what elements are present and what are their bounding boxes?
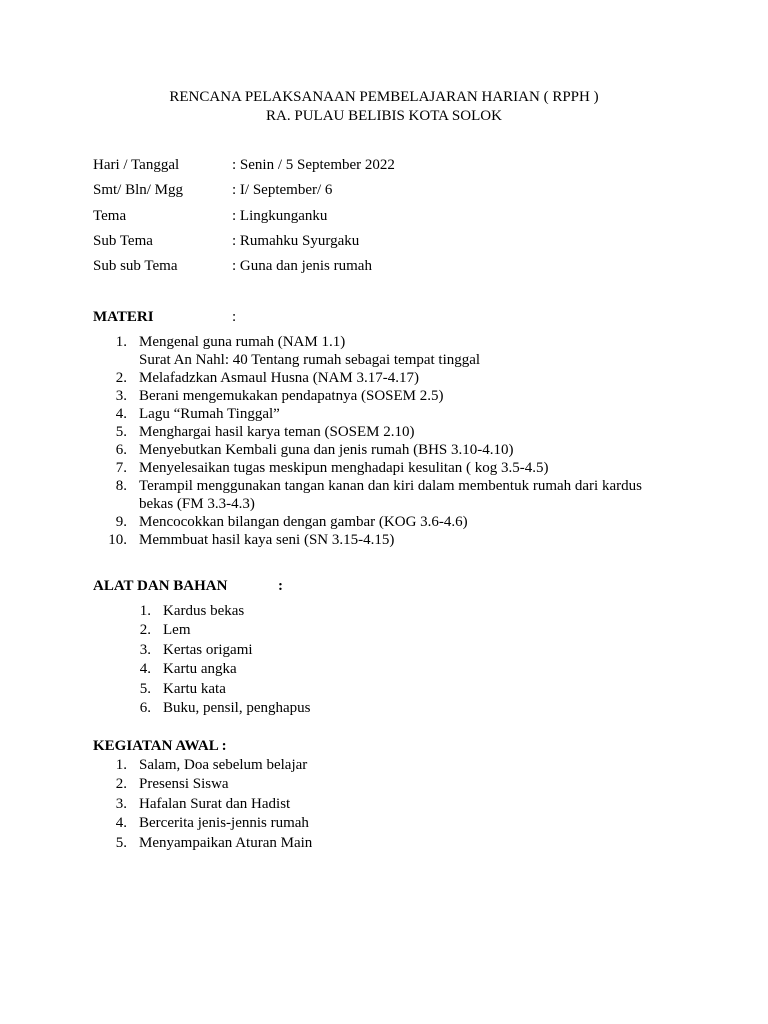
list-number: 5.	[115, 424, 127, 440]
list-number: 1.	[115, 757, 127, 773]
list-number: 5.	[115, 834, 127, 851]
list-item	[133, 641, 533, 660]
list-number: 1.	[115, 334, 127, 350]
list-text: Bercerita jenis-jennis rumah	[139, 815, 309, 832]
list-number: 9.	[115, 514, 127, 530]
list-number: 5.	[139, 680, 151, 697]
list-text: Kertas origami	[163, 641, 253, 658]
list-number: 1.	[139, 603, 151, 619]
list-number: 6.	[115, 442, 127, 458]
list-item	[133, 621, 533, 640]
info-row-hari	[93, 156, 395, 181]
list-item	[109, 405, 669, 423]
list-item	[109, 423, 669, 441]
list-text: Mengenal guna rumah (NAM 1.1)	[139, 334, 346, 350]
list-item	[109, 775, 509, 794]
list-text: Menghargai hasil karya teman (SOSEM 2.10)	[139, 424, 415, 440]
list-text: Presensi Siswa	[139, 776, 229, 793]
list-text: Melafadzkan Asmaul Husna (NAM 3.17-4.17)	[139, 370, 419, 386]
list-number: 3.	[115, 388, 127, 404]
list-item	[109, 333, 669, 369]
list-number: 6.	[139, 700, 151, 717]
list-text: Lem	[163, 622, 191, 639]
list-number: 4.	[139, 661, 151, 678]
list-item	[133, 660, 533, 679]
info-row-smt	[93, 181, 395, 206]
info-label: Hari / Tanggal	[93, 157, 180, 173]
list-text: Berani mengemukakan pendapatnya (SOSEM 2.5)	[139, 388, 444, 404]
list-text: Kartu kata	[163, 680, 226, 697]
info-label: Sub Tema	[93, 232, 153, 249]
info-label: Smt/ Bln/ Mgg	[93, 182, 184, 199]
list-text: Salam, Doa sebelum belajar	[139, 757, 308, 773]
list-item	[109, 795, 509, 814]
section-title-kegiatan-awal: KEGIATAN AWAL :	[93, 738, 227, 754]
list-item	[109, 369, 669, 387]
document-header	[0, 88, 768, 126]
info-table	[93, 156, 395, 282]
info-value: : Guna dan jenis rumah	[232, 258, 372, 275]
list-text: Memmbuat hasil kaya seni (SN 3.15-4.15)	[139, 532, 395, 548]
list-number: 3.	[139, 641, 151, 658]
info-value: : I/ September/ 6	[232, 182, 333, 199]
list-number: 3.	[115, 795, 127, 812]
list-number: 2.	[115, 370, 127, 386]
kegiatan-awal-list	[109, 756, 509, 853]
list-number: 4.	[115, 815, 127, 832]
list-text: Menyelesaikan tugas meskipun menghadapi kesulitan ( kog 3.5-4.5)	[139, 460, 549, 476]
list-text-continued: bekas (FM 3.3-4.3)	[139, 496, 255, 512]
section-title-materi: MATERI	[93, 309, 154, 325]
info-row-sub-tema	[93, 232, 395, 257]
info-label: Tema	[93, 207, 127, 224]
list-number: 4.	[115, 406, 127, 422]
list-item	[109, 459, 669, 477]
info-value: : Senin / 5 September 2022	[232, 157, 395, 173]
list-text: Menyampaikan Aturan Main	[139, 834, 313, 851]
list-text: Mencocokkan bilangan dengan gambar (KOG 3.6-4.6)	[139, 514, 468, 530]
alat-bahan-list	[133, 602, 533, 718]
list-number: 7.	[115, 460, 127, 476]
list-number: 2.	[115, 776, 127, 793]
list-text: Kardus bekas	[163, 603, 245, 619]
list-item	[109, 441, 669, 459]
section-colon: :	[232, 309, 237, 325]
list-item	[133, 680, 533, 699]
list-text: Lagu “Rumah Tinggal”	[139, 406, 280, 422]
list-item	[109, 834, 509, 853]
info-row-sub-sub-tema	[93, 257, 395, 282]
materi-list	[109, 333, 669, 549]
list-text-continued: Surat An Nahl: 40 Tentang rumah sebagai tempat tinggal	[139, 352, 481, 368]
list-item	[109, 756, 509, 775]
list-text: Terampil menggunakan tangan kanan dan kiri dalam membentuk rumah dari kardus	[139, 478, 642, 494]
info-value: : Rumahku Syurgaku	[232, 232, 360, 249]
info-label: Sub sub Tema	[93, 258, 178, 275]
list-text: Hafalan Surat dan Hadist	[139, 795, 291, 812]
list-number: 2.	[139, 622, 151, 639]
list-item	[109, 513, 669, 531]
document-title: RENCANA PELAKSANAAN PEMBELAJARAN HARIAN ( RPPH )	[169, 89, 599, 105]
list-item	[133, 699, 533, 718]
info-row-tema	[93, 207, 395, 232]
list-text: Kartu angka	[163, 661, 237, 678]
list-item	[109, 814, 509, 833]
section-title-alat-bahan: ALAT DAN BAHAN	[93, 578, 228, 594]
list-item	[109, 531, 669, 549]
list-item	[133, 602, 533, 621]
list-item	[109, 477, 669, 513]
list-number: 10.	[108, 532, 127, 548]
list-item	[109, 387, 669, 405]
list-number: 8.	[115, 478, 127, 494]
info-value: : Lingkunganku	[232, 207, 328, 224]
list-text: Menyebutkan Kembali guna dan jenis rumah (BHS 3.10-4.10)	[139, 442, 514, 458]
school-name: RA. PULAU BELIBIS KOTA SOLOK	[266, 108, 502, 124]
section-colon: :	[278, 578, 283, 594]
list-text: Buku, pensil, penghapus	[163, 700, 311, 717]
